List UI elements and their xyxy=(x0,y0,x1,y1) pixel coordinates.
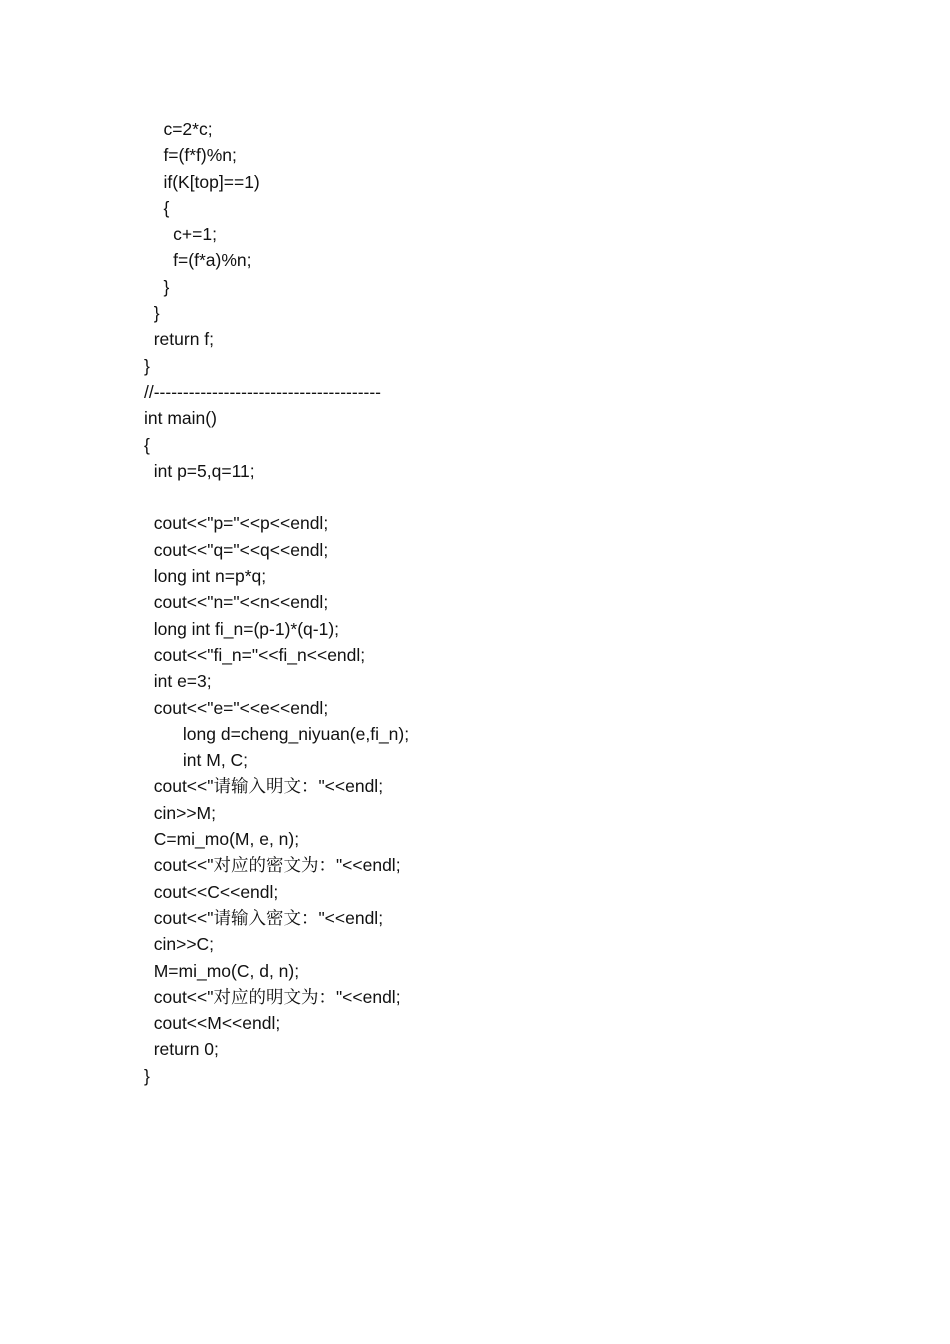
code-line: M=mi_mo(C, d, n); xyxy=(144,960,300,981)
code-line: cout<<"p="<<p<<endl; xyxy=(144,513,329,534)
code-line: C=mi_mo(M, e, n); xyxy=(144,829,300,850)
code-line: cin>>C; xyxy=(144,934,215,955)
code-line: c+=1; xyxy=(144,224,217,245)
code-line: long d=cheng_niyuan(e,fi_n); xyxy=(144,723,410,744)
code-line: } xyxy=(144,355,150,376)
code-line: c=2*c; xyxy=(144,119,213,139)
code-line: return f; xyxy=(144,329,215,350)
code-line: cout<<"q="<<q<<endl; xyxy=(144,539,329,560)
code-line: cout<<"对应的明文为："<<endl; xyxy=(144,986,401,1007)
code-line: f=(f*a)%n; xyxy=(144,250,252,271)
code-line xyxy=(144,484,409,510)
code-line: cout<<M<<endl; xyxy=(144,1013,281,1034)
code-line: int p=5,q=11; xyxy=(144,460,255,481)
code-line: if(K[top]==1) xyxy=(144,171,260,192)
code-block xyxy=(144,116,409,1089)
code-line: } xyxy=(144,276,170,297)
code-line: } xyxy=(144,1065,150,1086)
code-line: { xyxy=(144,434,150,455)
code-line: } xyxy=(144,303,160,324)
code-line: cout<<C<<endl; xyxy=(144,881,279,902)
code-line: int e=3; xyxy=(144,671,212,692)
code-line: int main() xyxy=(144,408,217,429)
code-line: cout<<"n="<<n<<endl; xyxy=(144,592,329,613)
code-line: cout<<"对应的密文为："<<endl; xyxy=(144,855,401,876)
code-line: cin>>M; xyxy=(144,802,216,823)
code-line: //--------------------------------------- xyxy=(144,381,382,402)
code-line: return 0; xyxy=(144,1039,219,1060)
code-line: cout<<"请输入密文："<<endl; xyxy=(144,907,384,928)
code-line: long int n=p*q; xyxy=(144,566,267,587)
code-line: cout<<"fi_n="<<fi_n<<endl; xyxy=(144,644,366,665)
code-line: cout<<"e="<<e<<endl; xyxy=(144,697,329,718)
code-line: cout<<"请输入明文："<<endl; xyxy=(144,776,384,797)
code-line: { xyxy=(144,197,170,218)
code-line: f=(f*f)%n; xyxy=(144,145,237,166)
code-line: int M, C; xyxy=(144,750,249,771)
code-line: long int fi_n=(p-1)*(q-1); xyxy=(144,618,340,639)
